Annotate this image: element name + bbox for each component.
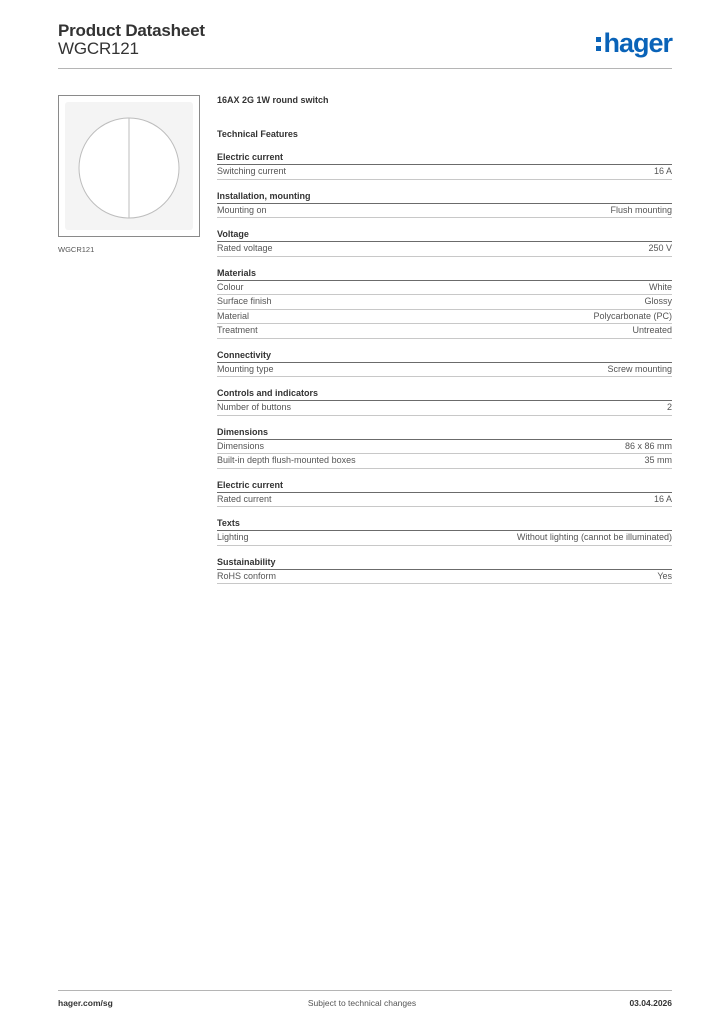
footer-website[interactable]: hager.com/sg	[58, 998, 113, 1008]
section-title: Dimensions	[217, 425, 672, 440]
spec-label: Built-in depth flush-mounted boxes	[217, 455, 356, 465]
spec-row	[217, 165, 672, 180]
feature-section	[217, 227, 672, 257]
section-title: Texts	[217, 516, 672, 531]
footer-divider	[58, 990, 672, 991]
section-title: Installation, mounting	[217, 189, 672, 204]
spec-label: Rated voltage	[217, 243, 273, 253]
spec-value: Untreated	[632, 325, 672, 335]
feature-section	[217, 150, 672, 180]
spec-row	[217, 295, 672, 310]
section-title: Controls and indicators	[217, 386, 672, 401]
spec-value: Glossy	[644, 296, 672, 306]
product-name: 16AX 2G 1W round switch	[217, 95, 329, 105]
spec-row	[217, 493, 672, 508]
spec-row	[217, 531, 672, 546]
feature-section	[217, 266, 672, 339]
spec-row	[217, 440, 672, 455]
spec-value: Without lighting (cannot be illuminated)	[516, 532, 672, 542]
spec-value: Yes	[657, 570, 672, 581]
spec-row	[217, 324, 672, 339]
spec-value: Polycarbonate (PC)	[593, 310, 672, 321]
logo-text: hager	[603, 28, 672, 58]
spec-row	[217, 570, 672, 585]
spec-label: Switching current	[217, 166, 287, 176]
spec-row	[217, 204, 672, 219]
page-title: Product Datasheet	[58, 21, 205, 40]
spec-label: RoHS conform	[217, 570, 277, 581]
logo-colon-icon	[596, 37, 601, 51]
section-title: Voltage	[217, 227, 672, 242]
technical-content	[217, 93, 672, 593]
round-switch-icon	[65, 102, 193, 230]
spec-row	[217, 281, 672, 296]
section-title: Electric current	[217, 478, 672, 493]
section-title: Sustainability	[217, 555, 672, 570]
product-image	[58, 95, 200, 237]
section-title: Materials	[217, 266, 672, 281]
spec-row	[217, 310, 672, 325]
feature-section	[217, 348, 672, 378]
spec-value: 86 x 86 mm	[624, 440, 672, 451]
switch-plate	[65, 102, 193, 230]
section-title: Electric current	[217, 150, 672, 165]
spec-value: White	[648, 281, 672, 292]
feature-section	[217, 425, 672, 469]
feature-sections	[217, 150, 672, 584]
spec-label: Surface finish	[217, 296, 272, 306]
header-divider	[58, 68, 672, 69]
feature-section	[217, 555, 672, 585]
spec-label: Mounting on	[217, 204, 267, 215]
section-title: Connectivity	[217, 348, 672, 363]
spec-row	[217, 363, 672, 378]
spec-row	[217, 454, 672, 469]
footer-date: 03.04.2026	[629, 998, 672, 1008]
spec-label: Colour	[217, 281, 244, 292]
spec-label: Dimensions	[217, 440, 265, 451]
spec-row	[217, 401, 672, 416]
feature-section	[217, 516, 672, 546]
hager-logo[interactable]	[596, 28, 672, 59]
spec-label: Mounting type	[217, 363, 274, 374]
spec-label: Lighting	[217, 532, 249, 542]
spec-value: Flush mounting	[610, 204, 672, 215]
feature-section	[217, 478, 672, 508]
spec-value: 250 V	[648, 243, 672, 253]
spec-row	[217, 242, 672, 257]
spec-value: Screw mounting	[607, 363, 672, 374]
spec-label: Treatment	[217, 325, 258, 335]
spec-value: 16 A	[653, 493, 672, 504]
footer-notice: Subject to technical changes	[307, 998, 417, 1008]
feature-section	[217, 189, 672, 219]
spec-label: Rated current	[217, 493, 272, 504]
image-caption: WGCR121	[58, 245, 95, 254]
spec-value: 16 A	[653, 166, 672, 176]
product-code: WGCR121	[58, 39, 139, 58]
spec-value: 35 mm	[644, 455, 672, 465]
technical-features-heading: Technical Features	[217, 129, 298, 139]
feature-section	[217, 386, 672, 416]
spec-label: Material	[217, 310, 250, 321]
spec-label: Number of buttons	[217, 402, 292, 412]
spec-value: 2	[666, 402, 672, 412]
